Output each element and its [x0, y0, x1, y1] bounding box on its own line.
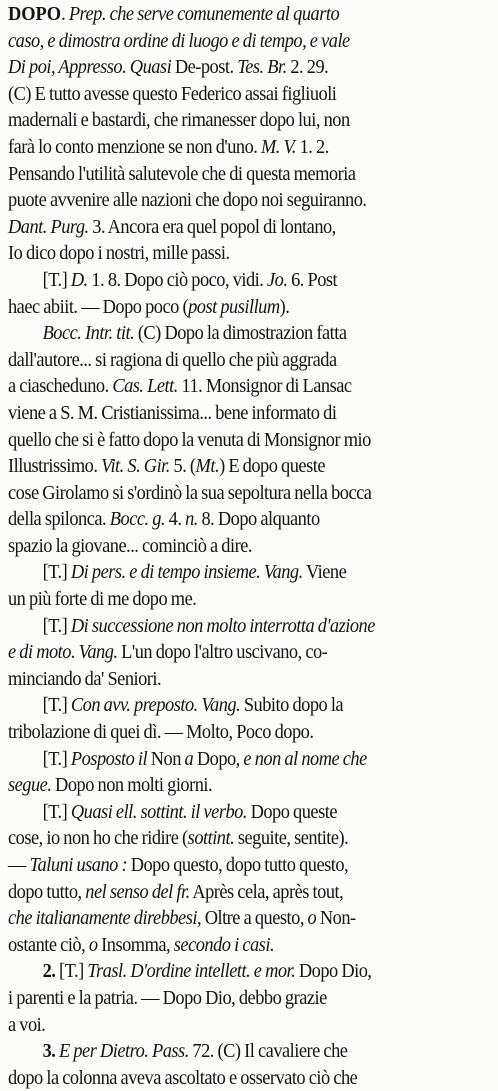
text-segment: 5. ( — [169, 455, 196, 478]
text-segment: [T.] — [42, 268, 71, 291]
text-line — [8, 905, 463, 932]
text-line — [8, 267, 498, 294]
text-line — [8, 533, 463, 560]
text-line — [8, 879, 463, 906]
text-segment: o — [88, 933, 98, 956]
text-line — [8, 134, 463, 161]
text-segment: caso, e dimostra ordine di luogo e di tempo, e vale — [8, 29, 350, 52]
text-segment: Bocc. Intr. tit. — [42, 322, 135, 345]
text-segment: Dant. Purg. — [8, 215, 89, 238]
text-segment: De-post. — [171, 56, 238, 79]
text-segment: Oltre a questo, — [201, 907, 308, 930]
text-line — [8, 453, 463, 480]
text-line — [8, 666, 463, 693]
text-segment: Non- — [316, 907, 356, 930]
text-segment: haec abiit. — Dopo poco ( — [8, 295, 189, 318]
text-line — [8, 719, 463, 746]
text-segment: Insomma, — [97, 933, 174, 956]
text-line — [8, 559, 498, 586]
text-segment: viene a S. M. Cristianissima... bene informato di — [8, 401, 337, 424]
text-segment: Subito dopo la — [240, 694, 344, 717]
text-segment: ). — [279, 295, 290, 318]
text-segment: [T.] — [42, 694, 71, 717]
text-segment: ostante ciò, — [8, 933, 89, 956]
text-segment: (C) E tutto avesse questo Federico assai figliuoli — [8, 82, 337, 105]
text-segment: Vit. S. Gir. — [101, 455, 170, 478]
text-line — [8, 28, 463, 55]
text-segment: Mt. — [195, 455, 220, 478]
text-segment: puote avvenire alle nazioni che dopo noi seguiranno. — [8, 189, 367, 212]
text-segment: [T.] — [42, 800, 71, 823]
text-line — [8, 187, 463, 214]
text-segment: 6. Post — [287, 268, 338, 291]
text-segment: E per Dietro. Pass. — [59, 1040, 189, 1063]
headword: DOPO — [8, 3, 62, 25]
text-segment: n. — [185, 508, 198, 531]
text-line — [8, 692, 498, 719]
text-segment: Io dico dopo i nostri, mille passi. — [8, 242, 230, 265]
text-segment: Bocc. g. — [109, 508, 166, 531]
text-segment: Di successione non molto interrotta d'azione — [70, 614, 375, 637]
text-segment: Cas. Lett. — [112, 375, 178, 398]
text-segment: seguite, sentite). — [234, 827, 349, 850]
text-segment: della spilonca. — [8, 508, 110, 531]
text-segment: L'un dopo l'altro uscivano, co- — [117, 641, 328, 664]
text-segment: Prep. che serve comunemente al quarto — [68, 3, 340, 25]
text-segment: Di poi, Appresso. Quasi — [8, 56, 172, 79]
text-segment: Posposto il — [70, 747, 148, 770]
text-segment: e non al nome che — [243, 747, 367, 770]
text-line — [8, 347, 463, 374]
text-segment: 4. — [165, 508, 186, 531]
text-line — [8, 480, 463, 507]
text-segment: nel senso del fr. — [85, 880, 190, 903]
text-line — [8, 161, 463, 188]
text-line — [8, 932, 463, 959]
text-segment: [T.] — [55, 960, 88, 983]
text-segment: tribolazione di quei dì. — Molto, Poco dopo. — [8, 721, 314, 744]
text-segment: Viene — [302, 561, 347, 584]
text-line — [8, 639, 463, 666]
text-line — [8, 1065, 463, 1091]
text-line — [8, 506, 463, 533]
text-segment: dall'autore... si ragiona di quello che più aggrada — [8, 348, 337, 371]
text-segment: 1. 8. Dopo ciò poco, vidi. — [87, 268, 268, 291]
text-segment: minciando da' Seniori. — [8, 667, 162, 690]
text-segment: e di moto. Vang. — [8, 641, 118, 664]
text-segment: Après cela, après tout, — [189, 880, 344, 903]
text-segment: Tes. Br. — [237, 56, 287, 79]
text-segment: (C) Dopo la dimostrazion fatta — [134, 322, 347, 345]
text-segment: che italianamente direbbesi, — [8, 907, 202, 930]
text-segment: [T.] — [42, 561, 71, 584]
text-segment: Dopo questo, dopo tutto questo, — [127, 854, 349, 876]
text-segment: 3. — [42, 1040, 56, 1063]
text-segment: M. V. — [261, 135, 296, 158]
text-segment: quello che si è fatto dopo la venuta di Monsignor mio — [8, 428, 371, 451]
text-segment: un più forte di me dopo me. — [8, 588, 197, 611]
text-line — [8, 985, 463, 1012]
text-segment: Trasl. D'ordine intellett. e mor. — [87, 960, 296, 983]
text-segment: ) E dopo queste — [219, 455, 325, 478]
text-segment: Dopo queste — [246, 800, 337, 823]
text-segment: i parenti e la patria. — Dopo Dio, debbo grazie — [8, 986, 327, 1009]
text-line — [8, 746, 498, 773]
text-line — [8, 825, 463, 852]
text-segment: 2. 29. — [286, 56, 329, 79]
text-segment: Dopo, — [193, 747, 244, 770]
text-segment: farà lo conto menzione se non d'uno. — [8, 135, 262, 158]
text-segment: Jo. — [267, 268, 288, 291]
text-line — [8, 400, 463, 427]
text-segment: a — [184, 747, 194, 770]
text-line — [8, 586, 463, 613]
text-segment: segue. — [8, 774, 52, 797]
text-segment: 11. Monsignor di Lansac — [177, 375, 352, 398]
text-line — [8, 427, 463, 454]
text-segment: cose Girolamo si s'ordinò la sua sepoltura nella bocca — [8, 481, 372, 504]
text-line — [8, 54, 463, 81]
text-line — [8, 294, 463, 321]
text-line — [8, 1, 463, 28]
text-line — [8, 214, 463, 241]
text-segment: 3. Ancora era quel popol di lontano, — [88, 215, 336, 238]
text-segment: 1. 2. — [295, 135, 329, 158]
text-segment: Quasi ell. sottint. il verbo. — [70, 800, 247, 823]
text-segment: Taluni usano : — [29, 854, 128, 876]
text-line — [8, 613, 498, 640]
text-line — [8, 320, 498, 347]
text-line — [8, 958, 498, 985]
text-segment: o — [307, 907, 317, 930]
text-segment: — — [8, 854, 30, 876]
text-segment: Dopo non molti giorni. — [51, 774, 213, 797]
text-segment: [T.] — [42, 614, 71, 637]
text-segment: secondo i casi. — [173, 933, 275, 956]
text-segment: a ciascheduno. — [8, 375, 113, 398]
text-segment: [T.] — [42, 747, 71, 770]
text-line — [8, 772, 463, 799]
text-line — [8, 240, 463, 267]
text-segment: sottint. — [187, 827, 235, 850]
text-line — [8, 373, 463, 400]
text-segment: Pensando l'utilità salutevole che di questa memoria — [8, 162, 356, 185]
text-segment: madernali e bastardi, che rimanesser dopo lui, non — [8, 109, 350, 132]
text-segment: Illustrissimo. — [8, 455, 102, 478]
text-segment: Dopo Dio, — [295, 960, 372, 983]
text-segment: dopo tutto, — [8, 880, 86, 903]
text-segment: D. — [70, 268, 88, 291]
text-line — [8, 107, 463, 134]
text-segment: a voi. — [8, 1013, 46, 1036]
text-line — [8, 1012, 463, 1039]
text-segment: 8. Dopo alquanto — [197, 508, 320, 531]
text-line — [8, 1038, 498, 1065]
text-segment: spazio la giovane... cominciò a dire. — [8, 534, 252, 557]
text-segment: . — [61, 3, 69, 25]
text-segment: Non — [147, 747, 185, 770]
text-segment: post pusillum — [188, 295, 280, 318]
text-segment: 2. — [42, 960, 56, 983]
text-segment: Con avv. preposto. Vang. — [70, 694, 241, 717]
text-segment: cose, io non ho che ridire ( — [8, 827, 188, 850]
text-line — [8, 799, 498, 826]
text-line — [8, 852, 463, 879]
text-segment: Di pers. e di tempo insieme. Vang. — [70, 561, 303, 584]
text-line — [8, 81, 463, 108]
text-segment: 72. (C) Il cavaliere che — [188, 1040, 348, 1063]
text-segment: dopo la colonna aveva ascoltato e osservato ciò che — [8, 1066, 358, 1089]
